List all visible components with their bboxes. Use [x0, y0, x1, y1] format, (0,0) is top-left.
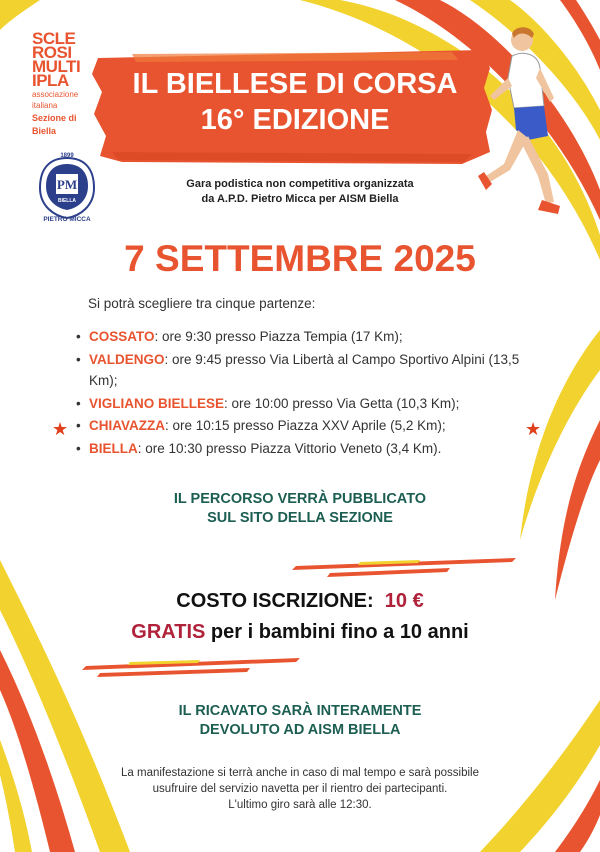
- page-title: [110, 66, 480, 138]
- start-details: : ore 10:00 presso Via Getta (10,3 Km);: [224, 395, 460, 411]
- start-details: : ore 9:30 presso Piazza Tempia (17 Km);: [154, 329, 403, 344]
- aism-logo-section: Sezione di: [32, 113, 77, 123]
- proceeds-line-2: DEVOLUTO AD AISM BIELLA: [199, 722, 401, 738]
- aism-logo-line: MULTI: [32, 57, 81, 76]
- percorso-notice: [0, 490, 600, 528]
- proceeds-notice: [0, 702, 600, 740]
- start-town: COSSATO: [89, 329, 155, 344]
- starts-list: [72, 326, 542, 460]
- subtitle-line-2: da A.P.D. Pietro Micca per AISM Biella: [201, 193, 399, 205]
- title-line-1: IL BIELLESE DI CORSA: [132, 68, 458, 100]
- subtitle-line-1: Gara podistica non competitiva organizzata: [186, 178, 414, 190]
- pm-logo-year: 1899: [60, 153, 74, 159]
- star-icon: ★: [52, 419, 69, 439]
- list-item: • VIGLIANO BIELLESE: ore 10:00 presso Via Getta (10,3 Km);: [76, 395, 460, 411]
- footer-line-1: La manifestazione si terrà anche in caso di mal tempo e sarà possibile: [121, 767, 479, 779]
- cost-label: COSTO ISCRIZIONE:: [176, 590, 374, 612]
- start-details: : ore 10:30 presso Piazza Vittorio Veneto (3,4 Km).: [137, 440, 442, 456]
- aism-logo: [32, 29, 96, 136]
- start-details: : ore 9:45 presso Via Libertà al Campo Sportivo Alpini (13,5 Km);: [89, 351, 520, 388]
- aism-logo-country: italiana: [32, 101, 58, 110]
- start-town: BIELLA: [89, 440, 138, 456]
- aism-logo-line: SCLE: [32, 29, 76, 48]
- footer-line-2: usufruire del servizio navetta per il rientro dei partecipanti.: [152, 783, 448, 795]
- list-item: • VALDENGO: ore 9:45 presso Via Libertà al Campo Sportivo Alpini (13,5 Km);: [76, 351, 520, 388]
- star-icon: ★: [525, 419, 542, 439]
- list-item: • COSSATO: ore 9:30 presso Piazza Tempia (17 Km);: [76, 329, 403, 344]
- footer-line-3: L'ultimo giro sarà alle 12:30.: [228, 799, 372, 811]
- aism-logo-line: IPLA: [32, 71, 69, 90]
- free-word: GRATIS: [131, 621, 206, 643]
- proceeds-line-1: IL RICAVATO SARÀ INTERAMENTE: [178, 703, 422, 719]
- runner-illustration: [478, 24, 568, 224]
- event-date: 7 SETTEMBRE 2025: [124, 238, 476, 279]
- percorso-line-1: IL PERCORSO VERRÀ PUBBLICATO: [173, 491, 427, 507]
- pm-logo-initials: PM: [56, 177, 78, 192]
- start-details: : ore 10:15 presso Piazza XXV Aprile (5,2 Km);: [165, 418, 446, 433]
- footer-note: [70, 765, 530, 813]
- registration-cost: [0, 590, 600, 613]
- pm-logo-city: BIELLA: [57, 198, 77, 204]
- list-item: • BIELLA: ore 10:30 presso Piazza Vittorio Veneto (3,4 Km).: [76, 440, 442, 456]
- start-town: VIGLIANO BIELLESE: [89, 395, 225, 411]
- free-children-notice: [0, 621, 600, 644]
- start-town: CHIAVAZZA: [89, 418, 165, 433]
- starts-intro: Si potrà scegliere tra cinque partenze:: [88, 296, 316, 311]
- subtitle: [150, 177, 450, 207]
- free-details: per i bambini fino a 10 anni: [210, 621, 469, 643]
- cost-price: 10 €: [384, 590, 424, 612]
- start-town: VALDENGO: [89, 351, 165, 367]
- percorso-line-2: SUL SITO DELLA SEZIONE: [207, 510, 393, 526]
- pm-logo-name: PIETRO MICCA: [43, 216, 91, 222]
- aism-logo-line: ROSI: [32, 43, 72, 62]
- aism-logo-city: Biella: [32, 126, 57, 136]
- aism-logo-association: associazione: [32, 90, 79, 99]
- title-line-2: 16° EDIZIONE: [200, 104, 390, 136]
- list-item: • CHIAVAZZA: ore 10:15 presso Piazza XXV Aprile (5,2 Km);: [76, 418, 446, 433]
